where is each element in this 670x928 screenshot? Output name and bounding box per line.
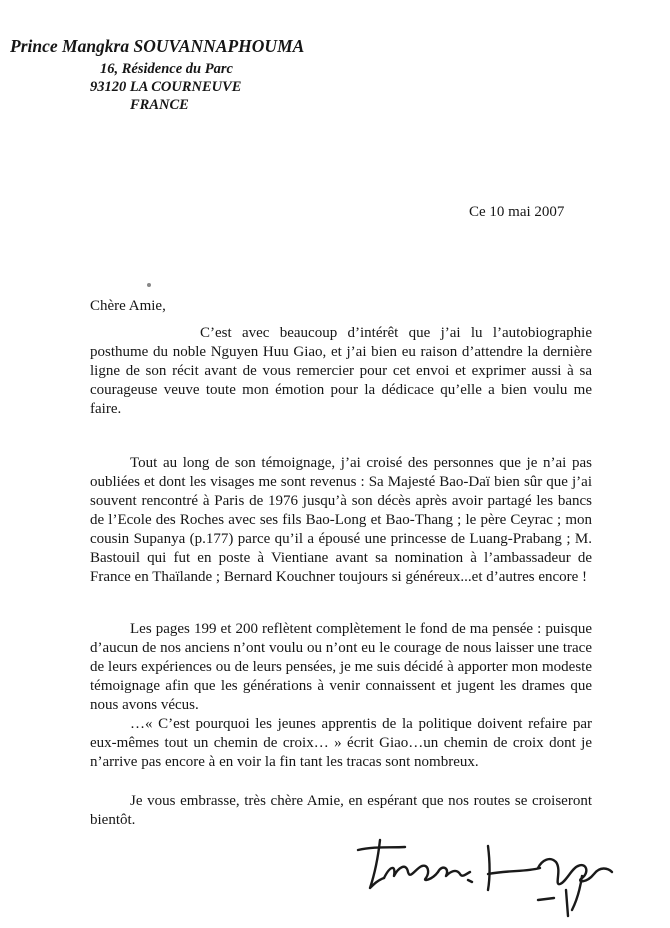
salutation: Chère Amie,: [90, 298, 166, 314]
body-paragraph-2: Tout au long de son témoignage, j’ai croisé des personnes que je n’ai pas oubliées et dont les visages me sont revenus : Sa Majesté Bao-Daï bien sûr que j’ai souvent rencontré à Paris de 1976 jusqu’à son décès après avoir partagé les bancs de l’Ecole des Roches avec ses fils Bao-Long et Bao-Thang ; le père Ceyrac ; mon cousin Supanya (p.177) parce qu’il a épousé une princesse de Luang-Prabang ; M. Bastouil qui fut en poste à Vientiane avant sa nomination à l’ambassadeur de France en Thaïlande ; Bernard Kouchner toujours si généreux...et d’autres encore !: [90, 455, 592, 585]
handwritten-signature: [350, 828, 620, 920]
body-paragraph-1: C’est avec beaucoup d’intérêt que j’ai lu l’autobiographie posthume du noble Nguyen Huu Giao, et j’ai bien eu raison d’attendre la dernière ligne de son récit avant de vous remercier pour cet envoi et exprimer aussi à sa courageuse veuve toute mon émotion pour la dédicace qu’elle a bien voulu me faire.: [90, 325, 592, 417]
body-paragraph-3: Les pages 199 et 200 reflètent complètement le fond de ma pensée : puisque d’aucun de nos anciens n’ont voulu ou n’ont eu le courage de nous laisser une trace de leurs expériences ou de leurs pensées, je me suis décidé à apporter mon modeste témoignage afin que les générations à venir connaissent et jugent les drames que nous avons vécus.: [90, 621, 592, 713]
sender-address-line-2: 93120 LA COURNEUVE: [90, 79, 242, 95]
body-paragraph-4: …« C’est pourquoi les jeunes apprentis de la politique doivent refaire par eux-mêmes tout un chemin de croix… » écrit Giao…un chemin de croix dont je n’arrive pas encore à en voir la fin tant les tracas sont nombreux.: [90, 716, 592, 770]
sender-address-line-1: 16, Résidence du Parc: [100, 61, 233, 77]
closing-paragraph: Je vous embrasse, très chère Amie, en espérant que nos routes se croiseront bientôt.: [90, 793, 592, 828]
ink-speck: [147, 283, 151, 287]
sender-name: Prince Mangkra SOUVANNAPHOUMA: [10, 36, 305, 56]
sender-country: FRANCE: [130, 97, 189, 113]
letter-date: Ce 10 mai 2007: [469, 204, 565, 220]
